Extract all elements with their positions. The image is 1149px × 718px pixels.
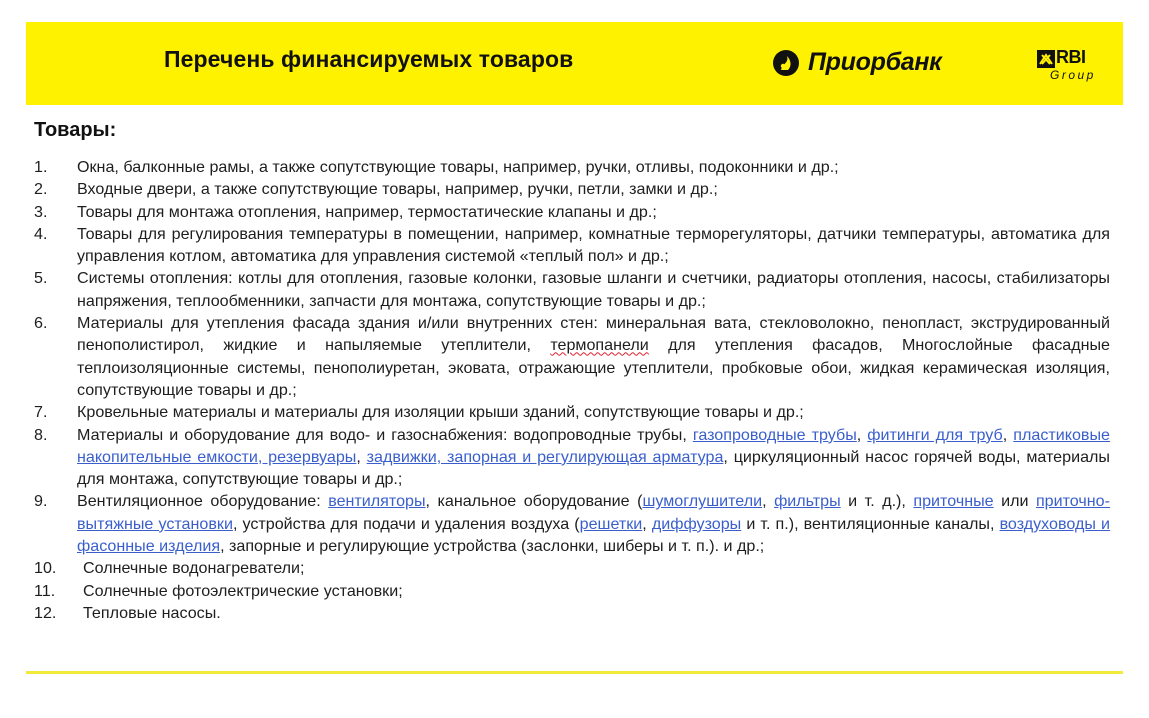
- item-text-part: и т. п.), вентиляционные каналы,: [741, 514, 1000, 533]
- item-text: Тепловые насосы.: [83, 603, 221, 622]
- list-item: [34, 178, 1110, 200]
- item-text-part: Материалы и оборудование для водо- и газоснабжения: водопроводные трубы,: [77, 425, 693, 444]
- priorbank-logo: [772, 48, 942, 77]
- raiffeisen-gable-icon: [1036, 49, 1056, 69]
- section-title: Товары:: [34, 119, 117, 141]
- item-text-part: , запорные и регулирующие устройства (заслонки, шиберы и т. п.). и др.;: [220, 537, 765, 556]
- link-grilles[interactable]: решетки: [579, 514, 643, 533]
- bank-name: Приорбанк: [808, 48, 942, 76]
- item-text: [77, 424, 1110, 491]
- bottom-divider: [26, 671, 1123, 674]
- list-item: [34, 424, 1110, 491]
- item-text-part: Материалы для утепления фасада здания и/или внутренних стен: минеральная вата, стекловолокно, пенопласт, экструдированный пенополистирол, жидкие и напыляемые утеплители,: [77, 314, 1110, 355]
- item-number: 12.: [34, 603, 57, 622]
- list-item: [34, 201, 1110, 223]
- link-plastic-tanks[interactable]: пластиковые накопительные емкости, резервуары: [77, 425, 1110, 466]
- item-text-part: и т. д.),: [840, 492, 914, 511]
- item-number: 10.: [34, 559, 57, 578]
- item-text-part: ,: [1002, 425, 1014, 444]
- list-item: [34, 557, 1110, 579]
- item-number: 1.: [34, 158, 48, 176]
- list-item: [34, 223, 1110, 268]
- item-text: Входные двери, а также сопутствующие товары, например, ручки, петли, замки и др.;: [77, 180, 718, 199]
- item-number: 9.: [34, 492, 48, 511]
- item-text: Солнечные фотоэлектрические установки;: [83, 581, 403, 600]
- page-title: Перечень финансируемых товаров: [164, 46, 574, 72]
- item-text-part: Вентиляционное оборудование:: [77, 492, 329, 511]
- list-item: [34, 602, 1110, 624]
- list-item: [34, 312, 1110, 401]
- item-text-part: ,: [856, 425, 868, 444]
- item-text-part: , циркуляционный насос горячей воды, материалы для монтажа, сопутствующие товары и др.;: [77, 447, 1110, 489]
- item-number: 5.: [34, 269, 48, 288]
- item-text: Системы отопления: котлы для отопления, газовые колонки, газовые шланги и счетчики, радиаторы отопления, насосы, стабилизаторы напряжения, теплообменники, запчасти для монтажа, сопутствующие товары и др.;: [77, 269, 1110, 310]
- rbi-group-label: Group: [1050, 68, 1096, 82]
- item-text: Солнечные водонагреватели;: [83, 559, 305, 578]
- priorbank-emblem-icon: [772, 49, 800, 77]
- item-text: Кровельные материалы и материалы для изоляции крыши зданий, сопутствующие товары и др.;: [77, 403, 804, 422]
- item-text: Товары для регулирования температуры в помещении, например, комнатные терморегуляторы, датчики температуры, автоматика для управления котлом, автоматика для управления системой «теплый пол» и др.;: [77, 224, 1110, 266]
- item-text: Окна, балконные рамы, а также сопутствующие товары, например, ручки, отливы, подоконники и др.;: [77, 158, 839, 176]
- link-filters[interactable]: фильтры: [774, 492, 841, 511]
- header-banner: [26, 22, 1123, 105]
- item-text-part: ,: [642, 514, 652, 533]
- link-diffusers[interactable]: диффузоры: [651, 514, 742, 533]
- item-text-part: для утепления фасадов, Многослойные фасадные теплоизоляционные системы, пенополиуретан, эковата, отражающие утеплители, пробковые обои, жидкая керамическая изоляция, сопутствующие товары и др.;: [77, 336, 1110, 399]
- link-supply-exhaust-units[interactable]: приточно-вытяжные установки: [77, 492, 1110, 533]
- item-text: [77, 312, 1110, 401]
- link-supply-units[interactable]: приточные: [913, 492, 994, 511]
- list-item: [34, 267, 1110, 312]
- item-text-part: ,: [762, 492, 775, 511]
- item-number: 7.: [34, 403, 48, 422]
- rbi-group-logo: [1036, 49, 1116, 89]
- item-text-part: ,: [356, 447, 367, 466]
- item-number: 3.: [34, 202, 48, 221]
- rbi-label: RBI: [1056, 47, 1086, 67]
- item-number: 2.: [34, 180, 48, 199]
- link-silencers[interactable]: шумоглушители: [642, 492, 763, 511]
- goods-list: [34, 156, 1110, 624]
- item-text-part: , устройства для подачи и удаления воздуха (: [232, 514, 580, 533]
- link-fans[interactable]: вентиляторы: [328, 492, 426, 511]
- item-text-part: или: [993, 492, 1036, 511]
- link-pipe-fittings[interactable]: фитинги для труб: [867, 425, 1003, 444]
- link-gas-pipes[interactable]: газопроводные трубы: [692, 425, 857, 444]
- item-text: [77, 490, 1110, 557]
- spellcheck-word: термопанели: [550, 336, 649, 355]
- list-item: [34, 490, 1110, 557]
- item-number: 8.: [34, 425, 48, 444]
- item-text: Товары для монтажа отопления, например, термостатические клапаны и др.;: [77, 202, 657, 221]
- item-text-part: , канальное оборудование (: [425, 492, 643, 511]
- item-number: 4.: [34, 224, 48, 243]
- list-item: [34, 156, 1110, 178]
- item-number: 11.: [34, 581, 56, 600]
- list-item: [34, 401, 1110, 423]
- list-item: [34, 580, 1110, 602]
- link-valves[interactable]: задвижки, запорная и регулирующая арматура: [366, 447, 724, 466]
- item-number: 6.: [34, 314, 48, 333]
- link-air-ducts[interactable]: воздуховоды и фасонные изделия: [77, 514, 1110, 556]
